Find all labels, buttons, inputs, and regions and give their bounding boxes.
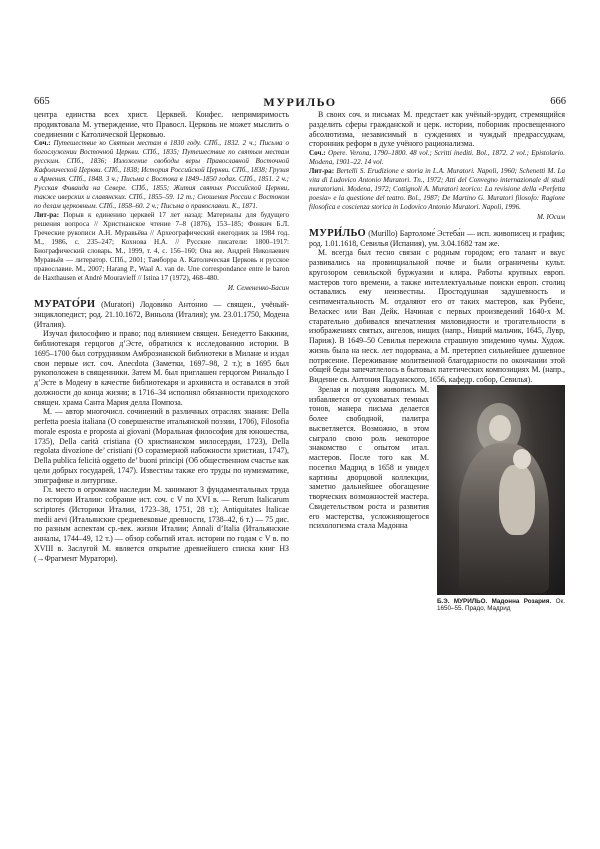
- caption-text: Ок. 1650–55. Прадо, Мадрид: [437, 597, 565, 613]
- literature-label: Лит-ра:: [34, 211, 60, 220]
- right-column: [309, 110, 565, 613]
- left-column: [34, 110, 289, 563]
- painting-image: [437, 385, 565, 595]
- paragraph: Гл. место в огромном наследии М. занимают 3 фундаментальных труда по истории Италии: собрание ист. соч. с V по XVI в. — Rerum Italicarum scriptores (Историки Италии, 1723–38, 1751, 28 т.); Antiquitates Italicae medii aevi (Итальянские средневековые древности, 1738–42, 6 т.) — 75 дис. по разным аспектам ср.-век. жизни Италии; Annali d’Italia (Итальянские анналы, 1744–49, 12 т.) — обзор событий итал. истории по годам с V в. по XVIII в. Заслугой М. является открытие древнейшего списка книг НЗ (→Фрагмент Муратори).: [34, 485, 289, 563]
- author-signature: И. Семененко-Басин: [227, 284, 289, 293]
- paragraph: центра единства всех христ. Церквей. Конфес. непримиримость продиктовала М. утверждение, что Правосл. Церковь не может мыслить о соединении с Католической Церковью.: [34, 110, 289, 139]
- entry-intro: [34, 300, 289, 329]
- figure-caption: [437, 598, 565, 613]
- literature-text: Bertelli S. Erudizione e storia in L.A. Muratori. Napoli, 1960; Schenetti M. La vita di Ludovico Antonio Muratori. Tn., 1972; Atti del Convegno internazionale di studi muratoriani. Modena, 1972; Cottignoli A. Muratori teorico: La revisione della «Perfetta poesia» e la questione del teatro. Bol., 1987; De Martino G. Muratori filosofo: Ragione filosofica e coscienza storica in Lodovico Antonio Muratori. Napoli, 1996.: [309, 167, 565, 211]
- entry-intro-text: (Murillo) Бартоломе́ Эстеба́н — исп. живописец и график; род. 1.01.1618, Севилья (Испания), ум. 3.04.1682 там же.: [309, 228, 565, 248]
- author-signature: М. Юсим: [536, 213, 565, 221]
- entry-intro-text: (Muratori) Лодови́ко Анто́нио — священ., учёный-энциклопедист; род. 21.10.1672, Виньола (Италия); ум. 23.01.1750, Модена (Италия).: [34, 300, 289, 329]
- works-list: [309, 149, 565, 167]
- page-header: [34, 96, 566, 110]
- entry-headword: МУРАТО́РИ: [34, 299, 96, 310]
- paragraph: М. всегда был тесно связан с родным городом; его талант и вкус развивались на провинциальной почве и были ограничены культ. кругозором севильской буржуазии и клира. Работы крупных европ. мастеров того времени, а также интеллектуальные поиски европ. столиц оставались ему неизвестны. Простодушная задушевность и сентиментальность М. отдаляют его от таких мастеров, как Рубенс, Веласкес или Ван Дейк. Начиная с первых произведений 1640-х М. старательно добивался впечатления миловидности и трогательности в изображениях святых, ангелов, нищих (напр., Нищий мальчик, 1645, Лувр, Париж). В 1649–50 Севилья пережила страшную эпидемию чумы. Худож. жизнь была на неск. лет подорвана, а М. претерпел сильнейшее душевное потрясение. Переживание молитвенной благодарности по окончании этой общей беды запечатлелось в бытовых патетических композициях М. (напр., Видение св. Антония Падуанского, 1656, кафедр. собор, Севилья).: [309, 248, 565, 384]
- caption-title: Б.Э. МУРИЛЬО. Мадонна Розария.: [437, 597, 552, 605]
- page-number-left: 665: [34, 96, 50, 107]
- entry-headword: МУРИ́ЛЬО: [309, 227, 366, 239]
- works-label: Соч.:: [309, 149, 326, 157]
- running-head: МУРИЛЬО: [263, 95, 337, 109]
- works-label: Соч.:: [34, 139, 51, 148]
- page-number-right: 666: [550, 96, 566, 107]
- paragraph: Зрелая и поздняя живопись М. избавляется от суховатых темных тонов, манера письма делается более свободной, палитра высветляется. Возможно, в этом сыграло свою роль некоторое знакомство с опытом итал. мастеров. После того как М. посетил Мадрид в 1658 и увидел картины дворцовой коллекции, заметно дальнейшее обогащение творческих возможностей мастера. Свидетельством роста и развития его мастерства, усложняющегося психологизма стала Мадонна: [309, 384, 429, 531]
- works-text: Opere. Verona, 1790–1800. 48 vol.; Scritti inediti. Bol., 1872. 2 vol.; Epistolario. Modena, 1901–22. 14 vol.: [309, 149, 565, 166]
- entry-intro: [309, 229, 565, 249]
- paragraph: М. — автор многочисл. сочинений в различных отраслях знания: Della perfetta poesia italiana (О совершенстве итальянской поэзии, 1706), Filosofia morale esposta e proposta ai giovani (Моральная философия для юношества, 1735), Della carità cristiana (О христианском милосердии, 1723), Della regolata divozione de’ cristiani (О соразмерной набожности христиан, 1747), Della publica felicità oggetto de’ buoni principi (Об общественном счастье как цели добрых государей, 1747). Известны также его труды по нумизматике, эпиграфике и литургике.: [34, 407, 289, 485]
- literature-list: [34, 211, 289, 283]
- figure: [437, 385, 565, 620]
- literature-text: Порыв к единению церквей 17 лет назад: Материалы для будущего решения вопроса // Христианское чтение 7–8 (1876), 153–185; Фонкич Б.Л. Греческие рукописи А.Н. Муравьёва // Археографический ежегодник за 1984 год. М., 1986, с. 235–247; Кохнова Н.А. // Русские писатели: 1800–1917: Биографический словарь. М., 1999, т. 4, с. 156–160; Она же. Андрей Николаевич Муравьёв — литератор. СПб., 2001; Тамборра А. Католическая Церковь и русское православие. М., 2007; Harang P., Waal A. van de. Une correspondance entre le baron de Haxthausen et André Mouravieff // Istina 17 (1972), 468–480.: [34, 211, 289, 283]
- literature-label: Лит-ра:: [309, 167, 335, 175]
- works-text: Путешествие ко Святым местам в 1830 году. СПб., 1832. 2 ч.; Письма о богослужении Восточной Церкви. СПб., 1835; Путешествие по святым местам русским. СПб., 1836; Изложение свободы веры Православной Восточной Кафолической Церкви. СПб., 1838; История Российской Церкви. СПб., 1838; Грузия и Армения. СПб., 1848. 3 ч.; Письма с Востока в 1849–1850 годах. СПб., 1851. 2 ч.; Русская Фиваида на Севере. СПб., 1855; Жития святых Российской Церкви, также иверских и славянских. СПб., 1855–59. 12 т.; Сношения России с Востоком по делам церковным. СПб., 1858–60. 2 ч.; Письма о православии. К., 1871.: [34, 139, 289, 211]
- paragraph: В своих соч. и письмах М. предстает как учёный-эрудит, стремящийся разделить сферы гражданской и церк. истории, поборник просвещенного абсолютизма, независимый в суждениях и чуждый предрассудкам, сторонник реформ в духе учёного рационализма.: [309, 110, 565, 149]
- literature-list: [309, 167, 565, 212]
- figure-block: [309, 384, 565, 613]
- paragraph: Изучал философию и право; под влиянием священ. Бенедетто Баккини, библиотекаря герцогов д’Эсте, обратился к исследованию истории. В 1695–1700 был сотрудником Амброзианской библиотеки в Милане и издал свои первые ист. соч. Anecdota (Заметки, 1697–98, 2 т.); в 1695 был рукоположен в священники. Затем М. был приглашен герцогом Ринальдо I д’Эсте в Модену в качестве библиотекаря и архивиста и оставался в этой должности до конца жизни; в 1716–34 исполнял обязанности приходского священ. храма Санта Мария делла Помпоза.: [34, 329, 289, 407]
- works-list: [34, 139, 289, 211]
